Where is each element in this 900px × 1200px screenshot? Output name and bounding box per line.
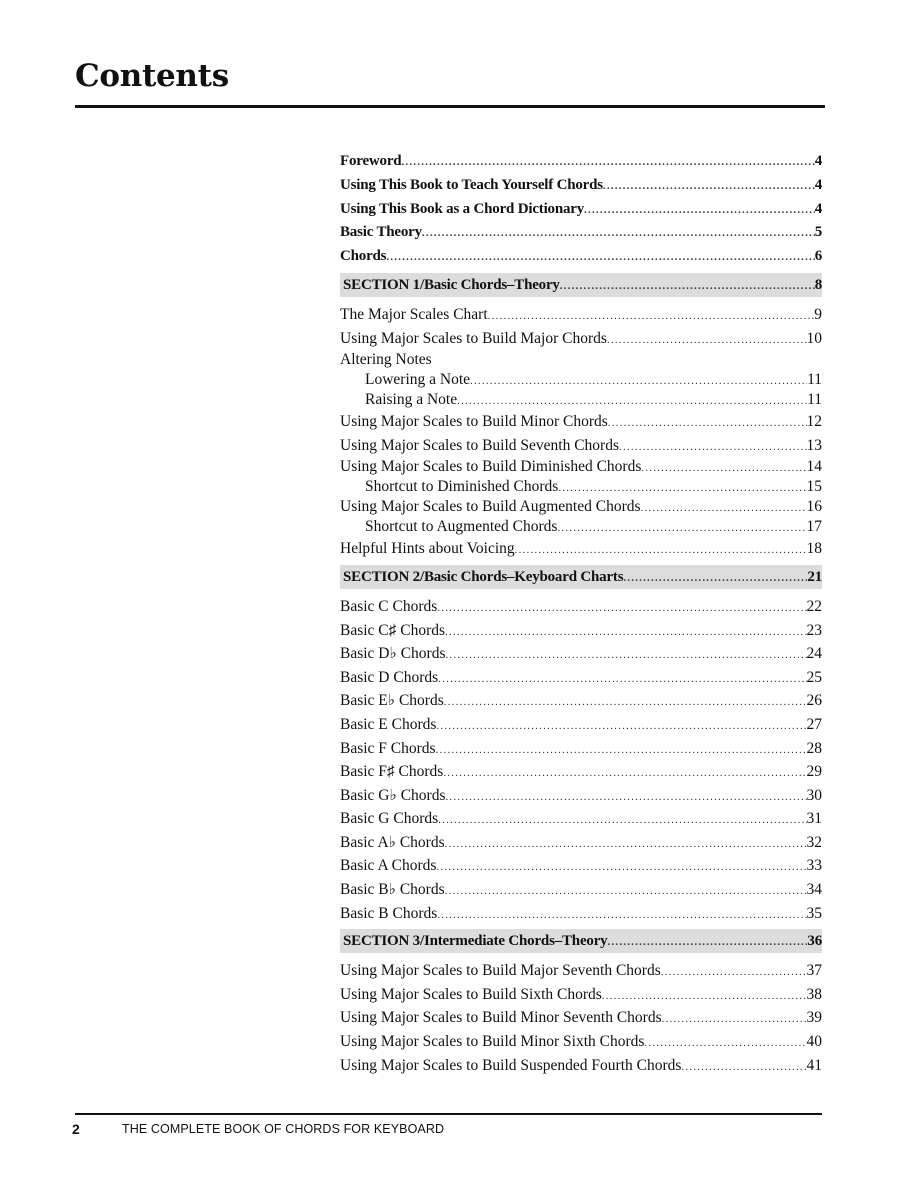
toc-entry[interactable] [340,1030,822,1054]
dot-leader [445,621,806,645]
toc-entry-page: 39 [806,1009,822,1027]
dot-leader [560,274,815,298]
toc-entry-page: 4 [814,200,822,217]
toc-entry-page: 38 [806,985,822,1003]
toc-entry-label: Basic E♭ Chords [340,692,444,710]
toc-entry-label: Using This Book to Teach Yourself Chords [340,176,603,193]
section-label: SECTION 2/Basic Chords–Keyboard Charts [343,568,624,585]
toc-entry-page: 16 [806,498,822,516]
toc-entry-page: 15 [806,478,822,496]
dot-leader [437,904,806,928]
dot-leader [444,691,807,715]
dot-leader [488,305,815,329]
toc-entry-label: Basic G Chords [340,810,439,828]
toc-entry-label: Using Major Scales to Build Minor Sixth Chords [340,1033,645,1051]
toc-entry-label: Basic F♯ Chords [340,763,444,781]
toc-entry-page: 34 [806,881,822,899]
toc-entry[interactable] [340,807,822,831]
toc-entry-label: Basic F Chords [340,739,436,757]
toc-entry-label: Altering Notes [340,351,432,369]
toc-entry-label: Shortcut to Augmented Chords [365,518,558,536]
dot-leader [422,222,815,246]
toc-entry[interactable] [340,902,822,926]
dot-leader [602,985,807,1009]
toc-entry-page: 6 [814,248,822,265]
dot-leader [437,597,806,621]
toc-entry-page: 10 [806,329,822,347]
toc-entry-page: 23 [806,621,822,639]
toc-entry-label: Basic C♯ Chords [340,621,446,639]
toc-entry-label: Using Major Scales to Build Diminished Chords [340,458,642,476]
toc-entry-label: Using Major Scales to Build Major Chords [340,329,607,347]
toc-entry[interactable] [340,983,822,1007]
toc-entry-label: Basic C Chords [340,597,438,615]
toc-entry[interactable] [340,434,822,458]
toc-entry[interactable] [340,1054,822,1078]
toc-entry-label: Basic Theory [340,224,422,241]
toc-entry-page: 17 [806,518,822,536]
dot-leader [436,739,807,763]
toc-entry-label: Basic A♭ Chords [340,833,445,851]
toc-entry-page: 31 [806,810,822,828]
section-page: 36 [807,933,822,950]
toc-entry-page: 18 [806,540,822,558]
footer-book-title: THE COMPLETE BOOK OF CHORDS FOR KEYBOARD [122,1122,445,1136]
toc-entry-page: 9 [814,305,822,323]
toc-entry[interactable] [340,878,822,902]
toc-entry-page: 11 [807,371,822,389]
toc-entry-label: Using Major Scales to Build Suspended Fourth Chords [340,1056,682,1074]
toc-entry-label: Basic E Chords [340,715,437,733]
toc-entry[interactable] [340,303,822,327]
toc-entry-page: 4 [814,153,822,169]
footer-rule [75,1113,822,1115]
toc-entry-page: 14 [806,458,822,476]
toc-entry-label: Basic D Chords [340,668,439,686]
toc-entry-label: Using Major Scales to Build Seventh Chords [340,436,619,454]
dot-leader [558,478,806,498]
toc-entry-page: 35 [806,904,822,922]
dot-leader [445,644,806,668]
dot-leader [623,566,807,590]
toc-subentry[interactable] [340,517,822,537]
page-title: Contents [75,58,229,94]
toc-entry[interactable] [340,784,822,808]
footer-page-number: 2 [72,1121,80,1137]
toc-entry-page: 27 [806,715,822,733]
dot-leader [607,329,807,353]
dot-leader [584,199,815,223]
toc-entry[interactable] [340,642,822,666]
toc-entry-chords[interactable] [340,245,822,269]
toc-entry[interactable] [340,854,822,878]
toc-entry[interactable] [340,327,822,351]
toc-entry-label: Using Major Scales to Build Major Seventh Chords [340,962,661,980]
toc-entry-label: Using Major Scales to Build Augmented Chords [340,498,641,516]
dot-leader [619,436,807,460]
toc-entry-foreword[interactable] [340,150,822,174]
dot-leader [438,809,806,833]
toc-entry[interactable] [340,1006,822,1030]
toc-entry-page: 40 [806,1033,822,1051]
toc-entry-page: 41 [806,1056,822,1074]
toc-entry-label: Helpful Hints about Voicing [340,540,515,558]
toc-subentry[interactable] [340,390,822,410]
toc-entry-page: 33 [806,857,822,875]
toc-entry-label: The Major Scales Chart [340,305,488,323]
toc-subentry[interactable] [340,477,822,497]
dot-leader [607,930,807,954]
toc-entry-label: Foreword [340,153,402,169]
toc-entry[interactable] [340,959,822,983]
toc-entry[interactable] [340,619,822,643]
toc-entry-label: Using Major Scales to Build Sixth Chords [340,985,602,1003]
toc-entry-page: 37 [806,962,822,980]
toc-entry-page: 12 [806,413,822,431]
toc-entry-page: 5 [814,224,822,241]
dot-leader [644,1032,806,1056]
toc-entry[interactable] [340,737,822,761]
toc-entry[interactable] [340,760,822,784]
dot-leader [662,1008,807,1032]
dot-leader [401,151,814,175]
toc-entry-label: Basic B♭ Chords [340,881,445,899]
toc-entry-altering-notes[interactable] [340,350,822,370]
dot-leader [445,880,807,904]
dot-leader [445,786,806,810]
dot-leader [681,1056,806,1080]
section-label: SECTION 3/Intermediate Chords–Theory [343,933,608,950]
toc-entry-label: Basic G♭ Chords [340,786,446,804]
toc-entry-label: Lowering a Note [365,371,471,389]
toc-entry-label: Basic B Chords [340,904,438,922]
toc-entry-label: Using Major Scales to Build Minor Chords [340,413,608,431]
section-1-heading[interactable] [340,273,822,297]
toc-entry-label: Chords [340,248,387,265]
dot-leader [603,175,815,199]
toc-entry[interactable] [340,457,822,477]
dot-leader [443,762,806,786]
toc-entry[interactable] [340,713,822,737]
toc-subentry[interactable] [340,370,822,390]
toc-entry-page: 4 [814,176,822,193]
table-of-contents [340,150,822,1077]
toc-entry-label: Basic D♭ Chords [340,645,446,663]
section-2-heading[interactable] [340,565,822,589]
toc-entry-page: 28 [806,739,822,757]
toc-entry[interactable] [340,666,822,690]
toc-entry-page: 30 [806,786,822,804]
toc-entry-label: Raising a Note [365,391,458,409]
toc-entry-label: Using Major Scales to Build Minor Seventh Chords [340,1009,662,1027]
toc-entry[interactable] [340,689,822,713]
toc-entry-label: Basic A Chords [340,857,437,875]
dot-leader [436,856,806,880]
toc-entry-label: Shortcut to Diminished Chords [365,478,559,496]
toc-entry[interactable] [340,537,822,561]
dot-leader [641,458,806,478]
title-rule [75,105,825,108]
toc-entry-page: 13 [806,436,822,454]
dot-leader [608,412,807,436]
toc-entry-teach-yourself[interactable] [340,174,822,198]
toc-entry-page: 11 [807,391,822,409]
toc-entry-page: 26 [806,692,822,710]
toc-entry-basic-theory[interactable] [340,221,822,245]
dot-leader [438,668,806,692]
toc-entry-page: 29 [806,763,822,781]
section-page: 8 [814,276,822,293]
dot-leader [386,246,814,270]
toc-entry-label: Using This Book as a Chord Dictionary [340,200,585,217]
toc-entry-page: 25 [806,668,822,686]
toc-entry[interactable] [340,831,822,855]
toc-entry[interactable] [340,410,822,434]
toc-entry-page: 24 [806,645,822,663]
toc-entry[interactable] [340,497,822,517]
dot-leader [515,539,807,563]
section-label: SECTION 1/Basic Chords–Theory [343,276,560,293]
section-page: 21 [807,568,822,585]
dot-leader [470,371,807,391]
section-3-heading[interactable] [340,929,822,953]
toc-entry[interactable] [340,595,822,619]
toc-entry-page: 22 [806,597,822,615]
dot-leader [457,391,807,411]
toc-entry-chord-dictionary[interactable] [340,198,822,222]
dot-leader [641,498,807,518]
dot-leader [557,518,806,538]
toc-entry-page: 32 [806,833,822,851]
dot-leader [445,833,807,857]
dot-leader [661,961,807,985]
dot-leader [436,715,806,739]
